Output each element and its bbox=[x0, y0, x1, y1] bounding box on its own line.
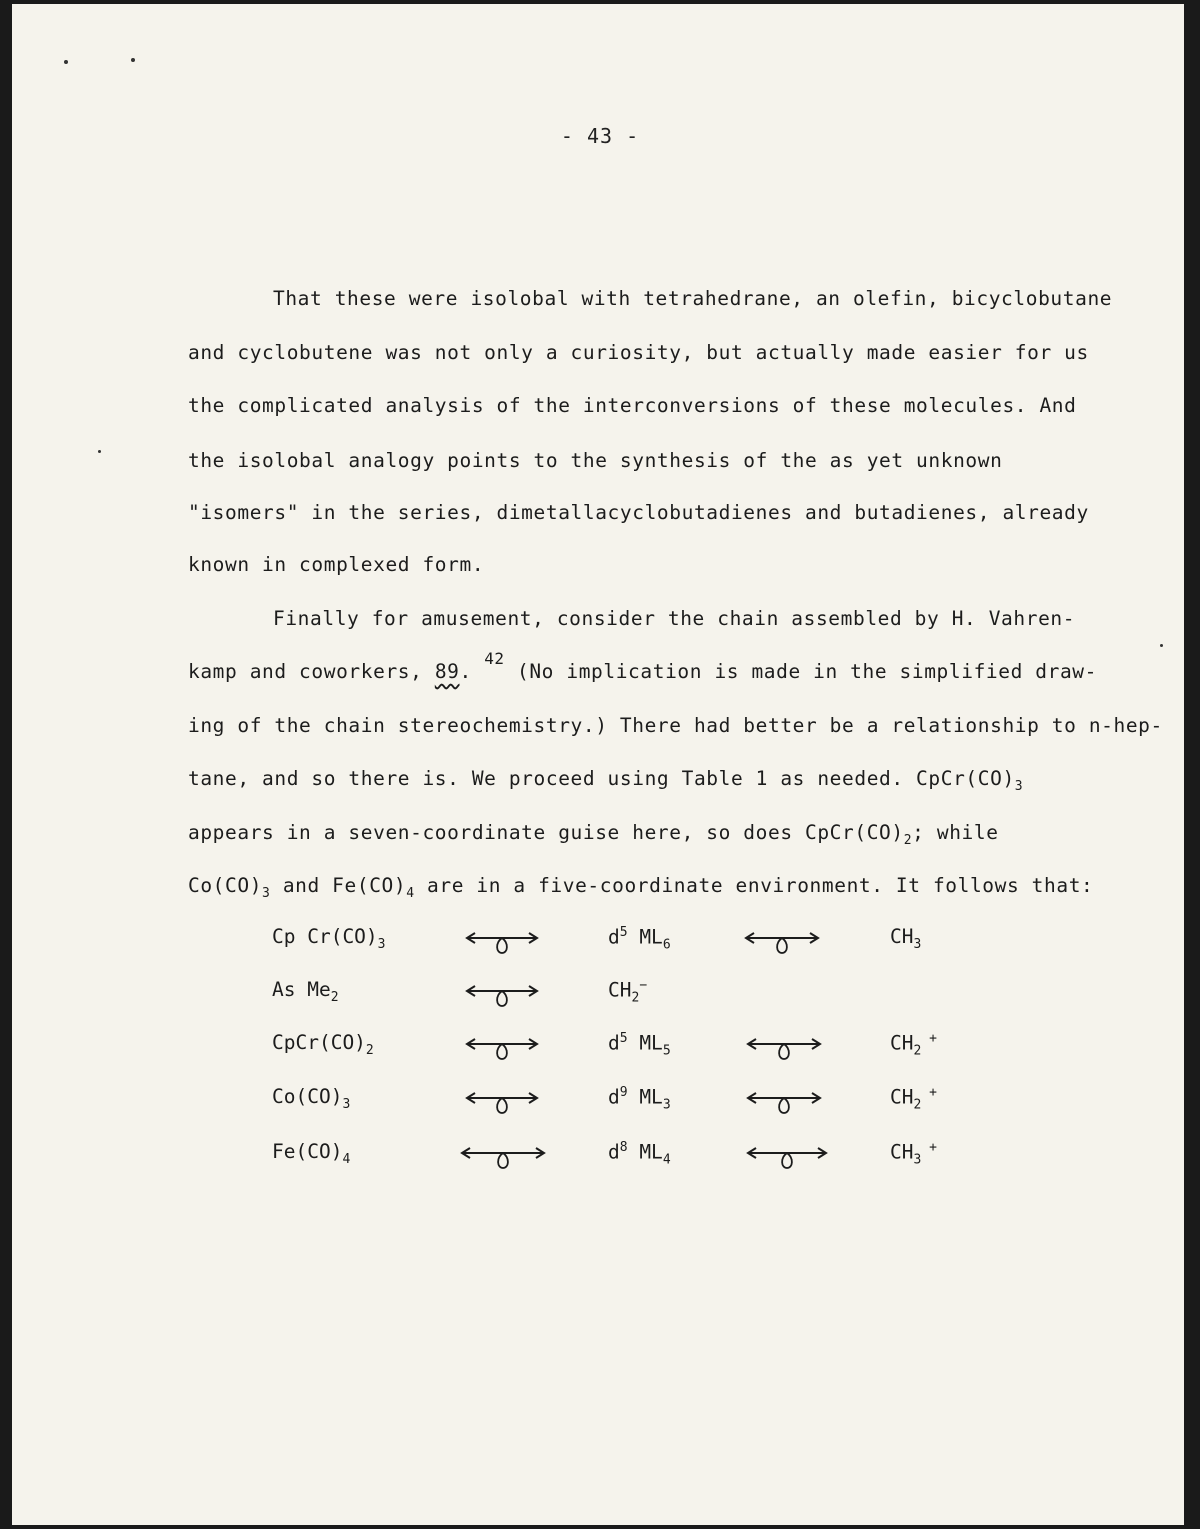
dn-mln-fragment bbox=[608, 978, 647, 1005]
paragraph-2-line-3: ing of the chain stereochemistry.) There had better be a relationship to n-hep- bbox=[188, 714, 1163, 737]
metal-fragment bbox=[272, 925, 386, 952]
isolobal-arrow-icon bbox=[744, 1144, 830, 1174]
ml-text: ML bbox=[627, 1085, 663, 1109]
metal-fragment bbox=[272, 1085, 350, 1112]
ml-sub: 6 bbox=[662, 937, 671, 953]
paragraph-2-line-5 bbox=[188, 821, 999, 848]
paragraph-1-line-3: the complicated analysis of the interconversions of these molecules. And bbox=[188, 394, 1077, 417]
line-4-text: tane, and so there is. We proceed using Table 1 as needed. CpCr(CO) bbox=[188, 767, 1015, 790]
paragraph-1-line-2: and cyclobutene was not only a curiosity, but actually made easier for us bbox=[188, 341, 1089, 364]
paragraph-1-line-1: That these were isolobal with tetrahedrane, an olefin, bicyclobutane bbox=[273, 287, 1113, 310]
paragraph-1-line-6: known in complexed form. bbox=[188, 553, 485, 576]
metal-fragment bbox=[272, 978, 339, 1005]
organic-fragment bbox=[890, 1085, 937, 1112]
organic-sub: 3 bbox=[913, 936, 922, 952]
isolobal-arrow-icon bbox=[742, 929, 822, 959]
organic-charge: + bbox=[921, 1085, 937, 1100]
line-2-pre: kamp and coworkers, bbox=[188, 660, 423, 683]
isolobal-arrow-icon bbox=[744, 1089, 824, 1119]
paragraph-2-line-2 bbox=[188, 649, 1097, 683]
organic-fragment bbox=[890, 1140, 937, 1167]
paragraph-1-line-4: the isolobal analogy points to the synthesis of the as yet unknown bbox=[188, 449, 1003, 472]
ml-text: ML bbox=[627, 1140, 663, 1164]
paragraph-2-line-1: Finally for amusement, consider the chain assembled by H. Vahren- bbox=[273, 607, 1076, 630]
metal-fragment bbox=[272, 1031, 374, 1058]
organic-text: CH bbox=[890, 1031, 914, 1055]
d-letter: d bbox=[608, 1031, 620, 1055]
line-5-text: appears in a seven-coordinate guise here, so does CpCr(CO) bbox=[188, 821, 904, 844]
organic-text: CH bbox=[890, 925, 914, 948]
organic-text: CH bbox=[890, 1085, 914, 1109]
equivalence-row bbox=[0, 1140, 1200, 1176]
dn-mln-fragment bbox=[608, 1031, 671, 1058]
line-6-a-sub: 3 bbox=[262, 885, 271, 901]
line-2-post: (No implication is made in the simplified draw- bbox=[517, 660, 1097, 683]
paragraph-1-line-5: "isomers" in the series, dimetallacyclobutadienes and butadienes, already bbox=[188, 501, 1089, 524]
page-number: - 43 - bbox=[560, 124, 640, 148]
dn-mln-fragment bbox=[608, 1140, 671, 1167]
organic-charge: + bbox=[921, 1140, 937, 1155]
ml-sub: 3 bbox=[662, 1097, 671, 1113]
equivalence-row bbox=[0, 1085, 1200, 1121]
ref-dot: . bbox=[459, 660, 472, 683]
organic-sub: 2 bbox=[631, 990, 640, 1006]
equivalence-row bbox=[0, 925, 1200, 961]
document-page bbox=[12, 4, 1184, 1525]
isolobal-arrow-icon bbox=[463, 982, 541, 1012]
organic-fragment bbox=[890, 925, 921, 952]
equivalence-row bbox=[0, 978, 1200, 1014]
isolobal-arrow-icon bbox=[744, 1035, 824, 1065]
organic-sub: 2 bbox=[913, 1097, 922, 1113]
organic-sub: 2 bbox=[913, 1043, 922, 1059]
fragment-text: Cp Cr(CO) bbox=[272, 925, 378, 948]
line-6-b: and Fe(CO) bbox=[270, 874, 407, 897]
fragment-sub: 2 bbox=[365, 1042, 374, 1058]
organic-text: CH bbox=[890, 1140, 914, 1164]
paragraph-2-line-4 bbox=[188, 767, 1023, 794]
line-5-sub: 2 bbox=[903, 832, 913, 848]
dn-mln-fragment bbox=[608, 925, 671, 952]
equivalence-row bbox=[0, 1031, 1200, 1067]
organic-sub: 3 bbox=[913, 1152, 922, 1168]
fragment-text: Co(CO) bbox=[272, 1085, 343, 1108]
ml-text: ML bbox=[627, 1031, 663, 1055]
fragment-text: CpCr(CO) bbox=[272, 1031, 366, 1054]
line-6-c: are in a five-coordinate environment. It follows that: bbox=[414, 874, 1094, 897]
d-letter: d bbox=[608, 925, 620, 949]
line-6-b-sub: 4 bbox=[406, 885, 415, 901]
d-electron-count: 5 bbox=[619, 925, 628, 940]
line-6-a: Co(CO) bbox=[188, 874, 263, 897]
reference-number: 89 bbox=[434, 660, 460, 683]
footnote-superscript: 42 bbox=[484, 649, 505, 668]
line-4-sub: 3 bbox=[1014, 778, 1024, 794]
fragment-sub: 4 bbox=[342, 1151, 351, 1167]
organic-charge: − bbox=[639, 978, 648, 993]
d-letter: d bbox=[608, 1140, 620, 1164]
metal-fragment bbox=[272, 1140, 350, 1167]
fragment-text: Fe(CO) bbox=[272, 1140, 343, 1163]
fragment-text: As Me bbox=[272, 978, 331, 1001]
dn-mln-fragment bbox=[608, 1085, 671, 1112]
ml-sub: 5 bbox=[662, 1043, 671, 1059]
d-electron-count: 9 bbox=[619, 1085, 628, 1100]
fragment-sub: 3 bbox=[377, 936, 386, 952]
organic-fragment bbox=[890, 1031, 937, 1058]
isolobal-arrow-icon bbox=[463, 1035, 541, 1065]
line-5-post: ; while bbox=[912, 821, 999, 844]
fragment-sub: 3 bbox=[342, 1096, 351, 1112]
ml-text: ML bbox=[627, 925, 663, 949]
d-electron-count: 8 bbox=[619, 1140, 628, 1155]
d-letter: d bbox=[608, 1085, 620, 1109]
paragraph-2-line-6 bbox=[188, 874, 1093, 901]
d-electron-count: 5 bbox=[619, 1031, 628, 1046]
isolobal-arrow-icon bbox=[463, 929, 541, 959]
ml-sub: 4 bbox=[662, 1152, 671, 1168]
fragment-sub: 2 bbox=[330, 989, 339, 1005]
organic-charge: + bbox=[921, 1031, 937, 1046]
isolobal-arrow-icon bbox=[458, 1144, 548, 1174]
organic-text: CH bbox=[608, 978, 632, 1002]
isolobal-arrow-icon bbox=[463, 1089, 541, 1119]
